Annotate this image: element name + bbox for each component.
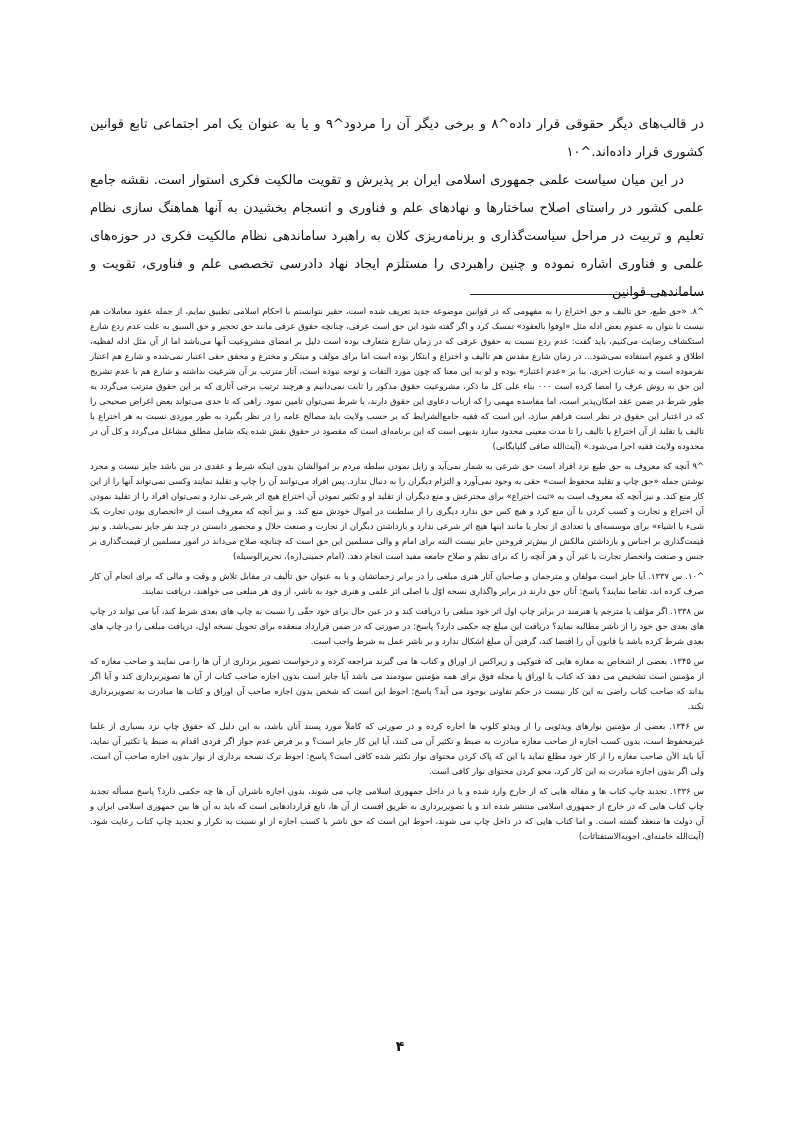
- body-paragraph-continuation: در قالب‌های دیگر حقوقی قرار داده^۸ و برخی دیگر آن را مردود^۹ و یا به عنوان یک امر اجتماعی تابع قوانین کشوری قرار داده‌اند.^۱۰: [90, 117, 704, 160]
- footnote-10: ^۱۰. س ۱۳۳۷. آیا جایز است مولفان و مترجمان و صاحبان آثار هنری مبلغی را در برابر زحماتشان و یا به عنوان حق تألیف در مقابل تلاش و وقت و مالی که برای انجام آن کار صرف کرده اند، تقاضا نمایند؟ پاسخ: آنان حق دارند در برابر واگذاری نسخه اوّل یا اصلی اثر علمی و هنری خود به ناشر، از وی هر مبلغی می خواهند، دریافت نمایند.: [90, 571, 704, 596]
- page-number: ۴: [395, 1039, 405, 1055]
- body-paragraph-scientific-policy: در این میان سیاست علمی جمهوری اسلامی ایران بر پذیرش و تقویت مالکیت فکری استوار است. نقشه جامع علمی کشور در راستای اصلاح ساختارها و نهادهای علم و فناوری و انسجام بخشیدن به آنها هماهنگ سازی نظام تعلیم و تربیت در مراحل سیاست‌گذاری و برنامه‌ریزی کلان به راهبرد ساماندهی نظام مالکیت فکری در حوزه‌های علمی و فناوری اشاره نموده و چنین راهبردی را مستلزم ایجاد نهاد دادرسی تخصصی علم و فناوری، تقویت و ساماندهی قوانین: [90, 173, 704, 300]
- footnote-question-1345: س ۱۳۴۵. بعضی از اشخاص به مغازه هایی که فتوکپی و زیراکس از اوراق و کتاب ها می گیرند مراجعه کرده و درخواست تصویر برداری از آن ها را می نمایند و صاحب مغازه که از مؤمنین است تشخیص می دهد که کتاب یا اوراق یا مجله فوق برای همه مؤمنین سودمند می باشد آیا جایز است بدون اجازه صاحب کتاب از آن ها تصویربرداری کند و آیا اگر بداند که صاحب کتاب راضی به این کار نیست در حکم تفاوتی بوجود می آید؟ پاسخ: احوط این است که شخص بدون اجازه صاحب آن اوراق و کتاب ها مبادرت به تصویربرداری نکند.: [90, 656, 704, 711]
- footnote-8: ^۸. «حق طبع، حق تالیف و حق اختراع را به مفهومی که در قوانین موضوعه جدید تعریف شده است، حقیر نتوانستم با احکام اسلامی تطبیق نمایم، از جمله عقود معاملات هم نیست تا بتوان به عموم بعض ادله مثل «اوفوا بالعقود» تمسک کرد و اگر گفته شود این حق است عرفی، چنانچه حقوق عرفی مانند حق تحجیر و حق السبق به علت عدم ردع شارع استکشاف رضایت می‌کنیم، باید گفت: عدم ردع نسبت به حقوق عرفی که در زمان شارع متعارف بوده است دلیل بر امضای مشروعیت آنها می‌باشد اما از آن مثل ادله لفظیه، اطلاق و عموم استفاده نمی‌شود... در زمان شارع مقدس هم تالیف و اختراع و ابتکار بوده است اما برای مولف و مبتکر و مخترع و محقق حقی اعتبار نمی‌شده و شارع هم اعتبار نفرموده است و به عبارت اخری، بنا بر «عدم اعتبار» بوده و لو به این معنا که چون مورد التفات و توجه نبوده است، آثار مترتب بر آن شرعیت نداشته و شارع هم با عدم تشریح این حق به روش عرف را امضا کرده است ۰۰۰ بناء علی کل ما ذکر، مشروعیت حقوق مذکور را ثابت نمی‌دانیم و هرچند ترتیب برخی آثاری که بر این حقوق مترتب می‌گردد به طور شرط در ضمن عقد امکان‌پذیر است، اما مفاسده مهمی را که ارباب دعاوی این حقوق دارند، با شرط نمی‌توان تامین نمود. راهی که تا حدی می‌تواند بعض اغراض صحیحی را که در اعتبار این حقوق در نظر است فراهم سازد، این است که فقیه جامع‌الشرایط که بر حسب ولایت باید مصالح عامه را در نظر بگیرد به طور موردی نسبت به هر اختراع یا تالیف یا تقلید از آن اختراع یا تالیف را تا مدت معینی محدود سازد بدیهی است که این برنامه‌ای است که مقصود در حقوق نقش شده یکه شامل مطلق مشاغل می‌گردد و کل آن در محدوده ولایت فقیه اجرا می‌شود.» (آیت‌الله صافی گلپایگانی): [89, 306, 704, 451]
- footnote-question-1346: س ۱۳۴۶. بعضی از مؤمنین نوارهای ویدئویی را از ویدئو کلوپ ها اجاره کرده و در صورتی که کاملاً مورد پسند آنان باشد، به این دلیل که حقوق چاپ نزد بسیاری از علما غیرمحفوظ است، بدون کسب اجازه از صاحب مغازه مبادرت به ضبط و تکثیر آن می کنند، آیا این کار جایز است؟ و بر فرض عدم جواز اگر فردی اقدام به ضبط یا تکثیر آن نماید، آیا باید الآن صاحب مغازه را از کار خود مطلع نماید یا این که پاک کردن محتوای نوار تکثیر شده کافی است؟ پاسخ: احوط ترک نسخه برداری از نوار بدون اجازه صاحب آن است، ولی اگر بدون اجازه مبادرت به این کار کرد، محو کردن محتوای نوار کافی است.: [90, 721, 704, 776]
- footnote-question-1338: س ۱۳۳۸. اگر مؤلف یا مترجم یا هنرمند در برابر چاپ اول اثر خود مبلغی را دریافت کند و در عین حال برای خود حقّی را نسبت به چاپ های بعدی شرط کند، آیا می تواند در چاپ های بعدی حق خود را از ناشر مطالبه نماید؟ دریافت این مبلغ چه حکمی دارد؟ پاسخ: در صورتی که در ضمن قرارداد منعقده برای تحویل نسخه اول، دریافت مبلغی را در چاپ های بعدی شرط کرده باشد یا قانون آن را اقتضا کند، گرفتن آن مبلغ اشکال ندارد و بر ناشر عمل به شرط واجب است.: [90, 606, 705, 646]
- main-body-text: [90, 111, 704, 307]
- footnote-9: ^۹ آنچه که معروف به حق طبع نزد افراد است حق شرعی به شمار نمی‌آید و زایل نمودن سلطه مردم بر اموالشان بدون اینکه شرط و عقدی در بین باشد جایز نیست و مجرد نوشتن جمله «حق چاپ و تقلید محفوظ است» حقی به وجود نمی‌آورد و التزام دیگران را به دنبال ندارد. پس افراد می‌توانند آن را چاپ و تقلید نمایند وکسی نمی‌تواند آنها را از این کار منع کند. و نیز آنچه که معروف است به «ثبت اختراع» برای مخترعش و منع دیگران از تقلید او و تکثیر نمودن آن اختراع هیچ اثر شرعی ندارد و نمی‌توان افراد را از تقلید نمودن آن اختراع و تجارت و کسب کردن با آن منع کرد و هیچ کس حق ندارد دیگری را از سلطنت در اموال خودش منع کند. و نیز آنچه که معروف است از «انحصاری بودن تجارت یک شیء یا اشیاء» برای موسسه‌ای یا تعدادی از تجار یا مانند اینها هیچ اثر شرعی ندارد و بازداشتن دیگران از تجارت و صنعت حلال و محصور دانستن در چند نفر جایز نمی‌باشد. و نیز قیمت‌گذاری بر اجناس و بازداشتن مالکش از بیش‌تر فروختن جایز نیست البته برای امام و والی مسلمین این حق است که چنانچه صلاح می‌داند در امور مسلمین از قیمت‌گذاری بر جنس و صنعت وانحصار تجارت یا غیر آن و هر آنچه را که برای نظم و صلاح جامعه مفید است انجام دهد. (امام خمینی(ره)، تحریرالوسیله): [90, 461, 704, 561]
- footnotes-section: [90, 304, 704, 849]
- footnote-separator-line: [470, 294, 704, 295]
- footnote-question-1336: س ۱۳۳۶. تجدید چاپ کتاب ها و مقاله هایی که از خارج وارد شده و یا در داخل جمهوری اسلامی چاپ می شوند، بدون اجازه ناشران آن ها چه حکمی دارد؟ پاسخ مسأله تجدید چاپ کتاب هایی که در خارج از جمهوری اسلامی منتشر شده اند و یا تصویربرداری به طریق افست از آن ها، تابع قراردادهایی است که باید به آن ها بین جمهوری اسلامی ایران و آن دولت ها منعقد گشته است. و اما کتاب هایی که در داخل چاپ می شوند، احوط این است که حق ناشر با کسب اجازه از او نسبت به تکرار و تجدید چاپ کتاب رعایت شود. (آیت‌الله خامنه‌ای، اجوبه‌الاستفتائات): [90, 786, 704, 841]
